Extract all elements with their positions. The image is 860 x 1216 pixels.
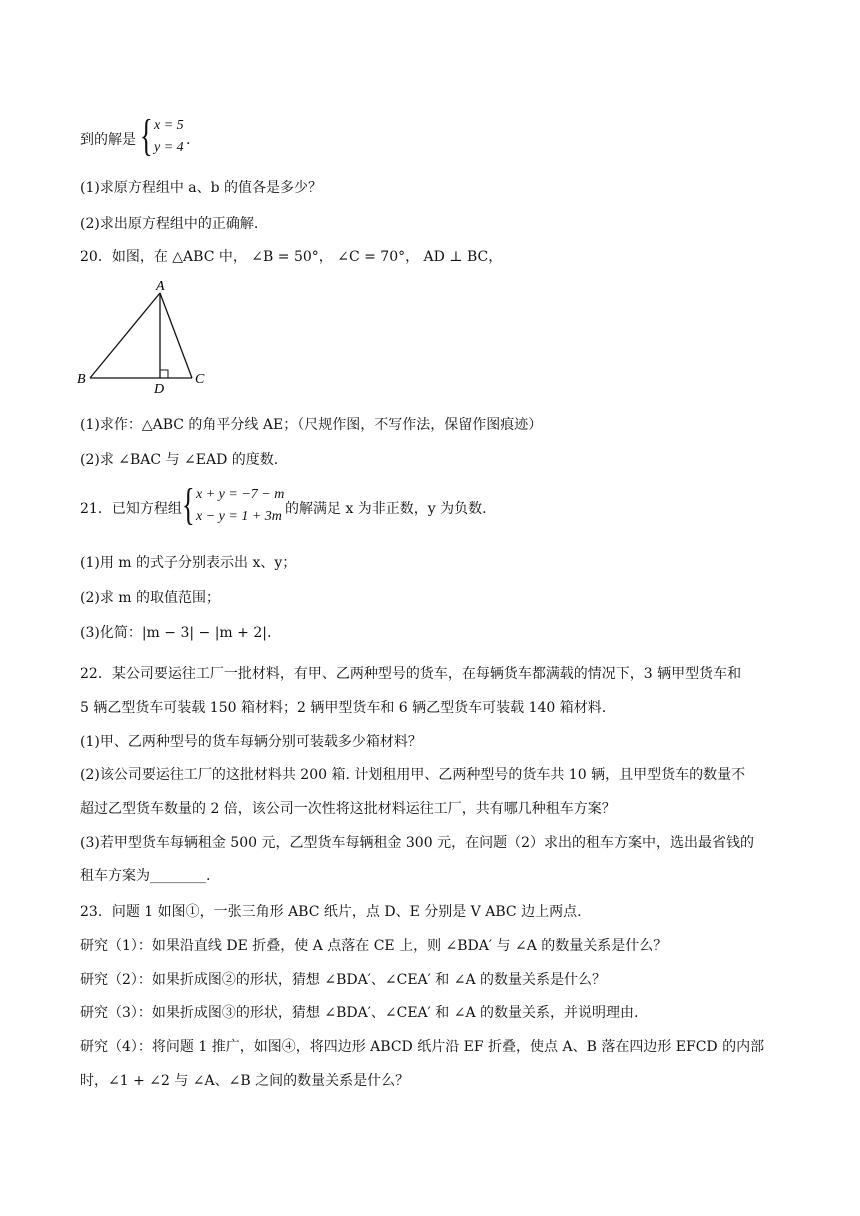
q23-research4-b: 时，∠1 + ∠2 与 ∠A、∠B 之间的数量关系是什么？ bbox=[80, 1073, 410, 1089]
q21-suffix: 的解满足 x 为非正数，y 为负数. bbox=[285, 501, 487, 517]
triangle-figure bbox=[70, 278, 220, 396]
q21-part1: (1)用 m 的式子分别表示出 x、y； bbox=[80, 555, 297, 571]
q22-line1: 22．某公司要运往工厂一批材料，有甲、乙两种型号的货车，在每辆货车都满载的情况下，3 辆甲型货车和 bbox=[80, 666, 742, 682]
q19-part1: (1)求原方程组中 a、b 的值各是多少？ bbox=[80, 180, 323, 196]
q20-part1: (1)求作：△ABC 的角平分线 AE；（尺规作图，不写作法，保留作图痕迹） bbox=[80, 417, 543, 433]
q19-solution-y: y = 4 bbox=[154, 140, 184, 155]
label-C: C bbox=[195, 372, 205, 387]
q19-part2: (2)求出原方程组中的正确解. bbox=[80, 216, 259, 232]
q23-line1: 23．问题 1 如图①，一张三角形 ABC 纸片，点 D、E 分别是 V ABC 边上两点. bbox=[80, 904, 582, 920]
q21-prefix: 21．已知方程组 bbox=[80, 501, 182, 517]
label-D: D bbox=[154, 382, 165, 396]
q23-research1: 研究（1）：如果沿直线 DE 折叠，使 A 点落在 CE 上，则 ∠BDA′ 与 ∠A 的数量关系是什么？ bbox=[80, 938, 668, 954]
q21-part3: (3)化简：|m − 3| − |m + 2|. bbox=[80, 625, 272, 641]
q22-line2: 5 辆乙型货车可装载 150 箱材料；2 辆甲型货车和 6 辆乙型货车可装载 140 箱材料. bbox=[80, 700, 607, 716]
label-B: B bbox=[77, 372, 86, 387]
q19-prefix: 到的解是 bbox=[80, 132, 136, 148]
q19-solution-line bbox=[80, 130, 136, 150]
q20-stem: 20．如图，在 △ABC 中， ∠B = 50°， ∠C = 70°， AD ⊥ BC， bbox=[80, 249, 503, 265]
q21-eq1: x + y = −7 − m bbox=[196, 487, 285, 502]
q22-part2-b: 超过乙型货车数量的 2 倍，该公司一次性将这批材料运往工厂，共有哪几种租车方案？ bbox=[80, 801, 616, 817]
q21-eq2: x − y = 1 + 3m bbox=[196, 509, 282, 524]
q22-part2-a: (2)该公司要运往工厂的这批材料共 200 箱. 计划租用甲、乙两种型号的货车共 10 辆，且甲型货车的数量不 bbox=[80, 767, 746, 783]
q19-solution-x: x = 5 bbox=[154, 118, 184, 133]
q19-suffix: . bbox=[186, 132, 191, 148]
q21-part2: (2)求 m 的取值范围； bbox=[80, 590, 221, 606]
q20-part2: (2)求 ∠BAC 与 ∠EAD 的度数. bbox=[80, 452, 279, 468]
q22-part3-b: 租车方案为________. bbox=[80, 868, 211, 884]
q22-part1: (1)甲、乙两种型号的货车每辆分别可装载多少箱材料？ bbox=[80, 734, 422, 750]
q23-research2: 研究（2）：如果折成图②的形状，猜想 ∠BDA′、∠CEA′ 和 ∠A 的数量关系是什么？ bbox=[80, 972, 607, 988]
label-A: A bbox=[156, 279, 165, 294]
q21-equation-system bbox=[182, 480, 292, 531]
q19-solution-system bbox=[140, 111, 200, 162]
q23-research3: 研究（3）：如果折成图③的形状，猜想 ∠BDA′、∠CEA′ 和 ∠A 的数量关系，并说明理由. bbox=[80, 1005, 639, 1021]
q23-research4-a: 研究（4）：将问题 1 推广，如图④，将四边形 ABCD 纸片沿 EF 折叠，使点 A、B 落在四边形 EFCD 的内部 bbox=[80, 1039, 765, 1055]
brace-icon: { bbox=[182, 480, 195, 529]
q22-part3-a: (3)若甲型货车每辆租金 500 元，乙型货车每辆租金 300 元，在问题（2）求出的租车方案中，选出最省钱的 bbox=[80, 835, 754, 851]
brace-icon: { bbox=[140, 111, 153, 160]
